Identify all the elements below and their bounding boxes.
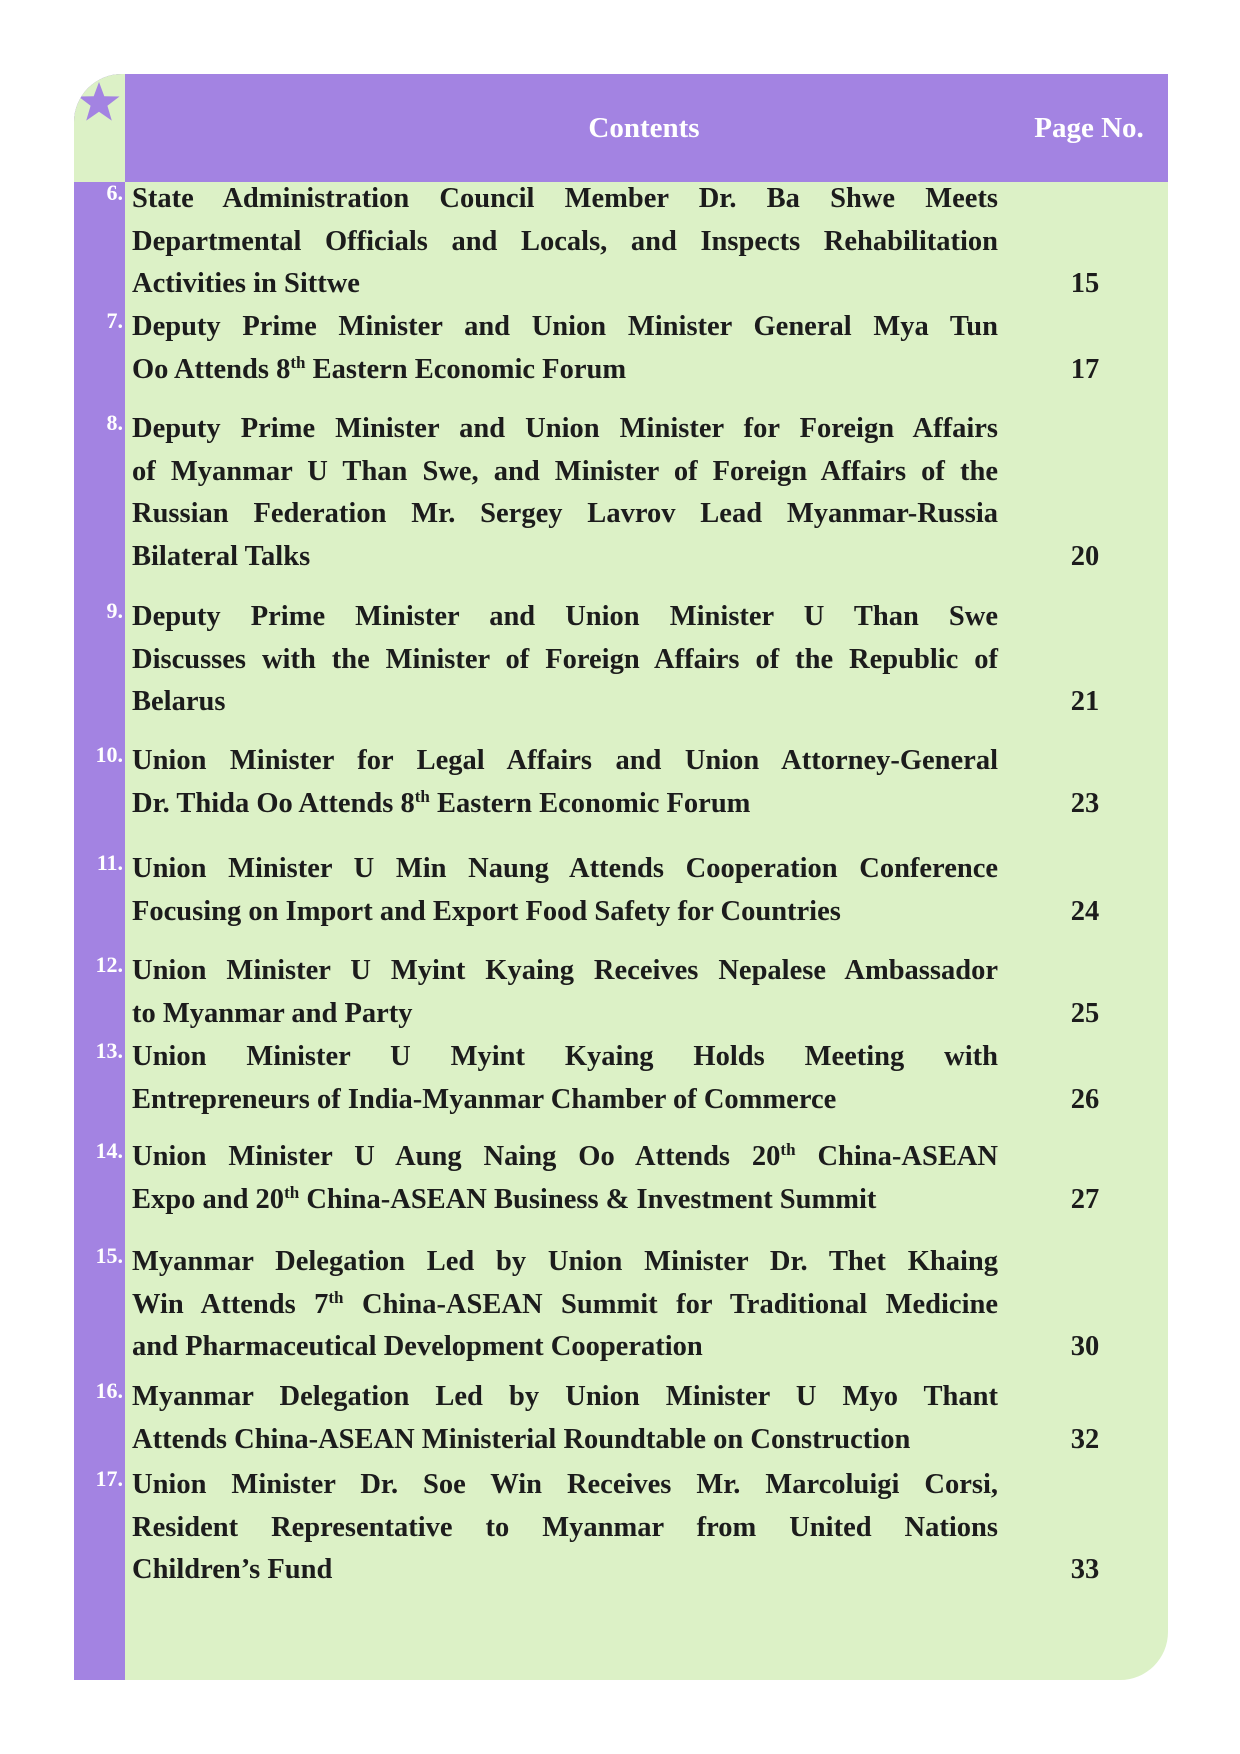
entry-number: 15. — [95, 1243, 123, 1268]
entry-title — [132, 950, 998, 1035]
entry-title — [132, 408, 998, 578]
star-icon — [77, 80, 121, 124]
ordinal-suffix: th — [414, 786, 430, 806]
star-cell — [74, 74, 125, 182]
entry-title — [132, 1464, 998, 1592]
entry-title-line: State Administration Council Member Dr. Ba Shwe Meets — [132, 183, 998, 214]
entry-title-line: Myanmar Delegation Led by Union Minister U Myo Thant — [132, 1381, 998, 1412]
entry-title-line: Focusing on Import and Export Food Safety for Countries — [132, 895, 841, 927]
entry-title-line: Entrepreneurs of India-Myanmar Chamber of Commerce — [132, 1083, 837, 1115]
entry-number: 17. — [95, 1466, 123, 1491]
contents-panel — [74, 74, 1168, 1680]
entry-title — [132, 740, 998, 825]
ordinal-suffix: th — [284, 1182, 300, 1202]
entry-title-line: Union Minister U Myint Kyaing Holds Meeting with — [132, 1041, 998, 1072]
entry-number: 13. — [95, 1038, 123, 1063]
entry-title — [132, 1376, 998, 1461]
entry-title-line: Children’s Fund — [132, 1554, 333, 1585]
entry-title — [132, 1036, 998, 1121]
entry-number: 10. — [95, 742, 123, 767]
entry-page-number: 32 — [1070, 1423, 1100, 1455]
entry-page-number: 17 — [1070, 353, 1100, 385]
entry-title-line: Union Minister U Min Naung Attends Cooperation Conference — [132, 853, 998, 884]
entry-title-line: Dr. Thida Oo Attends 8th Eastern Economic Forum — [132, 786, 751, 819]
ordinal-suffix: th — [780, 1140, 796, 1159]
entry-title — [132, 306, 998, 391]
entry-page-number: 26 — [1070, 1083, 1100, 1115]
entry-number: 14. — [95, 1138, 123, 1163]
entry-title-line: to Myanmar and Party — [132, 997, 413, 1029]
entry-title — [132, 596, 998, 724]
entry-page-number: 23 — [1070, 787, 1100, 819]
entry-number: 11. — [96, 850, 123, 875]
entry-title — [132, 178, 998, 306]
entry-number: 7. — [106, 308, 123, 333]
entry-title-line: Belarus — [132, 686, 226, 717]
entry-number: 16. — [95, 1378, 123, 1403]
entry-title — [132, 848, 998, 933]
entry-title-line: Attends China-ASEAN Ministerial Roundtable on Construction — [132, 1423, 911, 1455]
entry-title-line: and Pharmaceutical Development Cooperation — [132, 1331, 703, 1362]
entry-title — [132, 1136, 998, 1221]
entry-page-number: 27 — [1070, 1183, 1100, 1215]
entry-page-number: 25 — [1070, 997, 1100, 1029]
entry-title-line: of Myanmar U Than Swe, and Minister of Foreign Affairs of the — [132, 455, 998, 487]
entry-page-number: 20 — [1070, 540, 1100, 572]
entry-title-line: Discusses with the Minister of Foreign Affairs of the Republic of — [132, 643, 998, 675]
entry-title-line: Win Attends 7th China-ASEAN Summit for Traditional Medicine — [132, 1287, 999, 1320]
entry-title-line: Deputy Prime Minister and Union Minister General Mya Tun — [132, 311, 998, 342]
entry-title-line: Union Minister Dr. Soe Win Receives Mr. Marcoluigi Corsi, — [132, 1469, 998, 1500]
entry-number: 12. — [95, 952, 123, 977]
ordinal-suffix: th — [328, 1287, 344, 1307]
entry-title-line: Union Minister U Aung Naing Oo Attends 20th China-ASEAN — [132, 1140, 998, 1172]
entry-title-line: Deputy Prime Minister and Union Minister U Than Swe — [132, 601, 998, 632]
entry-page-number: 21 — [1070, 686, 1100, 717]
entry-title-line: Departmental Officials and Locals, and Inspects Rehabilitation — [132, 225, 998, 257]
entry-title-line: Oo Attends 8th Eastern Economic Forum — [132, 352, 627, 385]
entry-title-line: Activities in Sittwe — [132, 268, 360, 299]
entry-page-number: 15 — [1070, 268, 1100, 299]
entry-page-number: 30 — [1070, 1331, 1100, 1362]
entry-number: 8. — [106, 410, 123, 435]
entry-title — [132, 1241, 998, 1369]
entry-number: 6. — [106, 180, 123, 205]
entry-number: 9. — [106, 598, 123, 623]
entry-title-line: Expo and 20th China-ASEAN Business & Investment Summit — [132, 1182, 877, 1215]
entry-page-number: 24 — [1070, 895, 1100, 927]
entry-title-line: Russian Federation Mr. Sergey Lavrov Lead Myanmar-Russia — [132, 498, 998, 529]
entry-title-line: Union Minister for Legal Affairs and Union Attorney-General — [132, 745, 998, 776]
ordinal-suffix: th — [290, 352, 306, 372]
entry-title-line: Resident Representative to Myanmar from United Nations — [132, 1511, 998, 1543]
entry-title-line: Myanmar Delegation Led by Union Minister Dr. Thet Khaing — [132, 1246, 998, 1277]
entry-title-line: Deputy Prime Minister and Union Minister for Foreign Affairs — [132, 413, 998, 444]
page-number-heading: Page No. — [1034, 112, 1144, 144]
entry-title-line: Bilateral Talks — [132, 540, 311, 572]
entry-page-number: 33 — [1070, 1554, 1100, 1585]
contents-heading: Contents — [588, 112, 700, 144]
entry-title-line: Union Minister U Myint Kyaing Receives Nepalese Ambassador — [132, 955, 998, 986]
contents-header — [74, 74, 1168, 182]
